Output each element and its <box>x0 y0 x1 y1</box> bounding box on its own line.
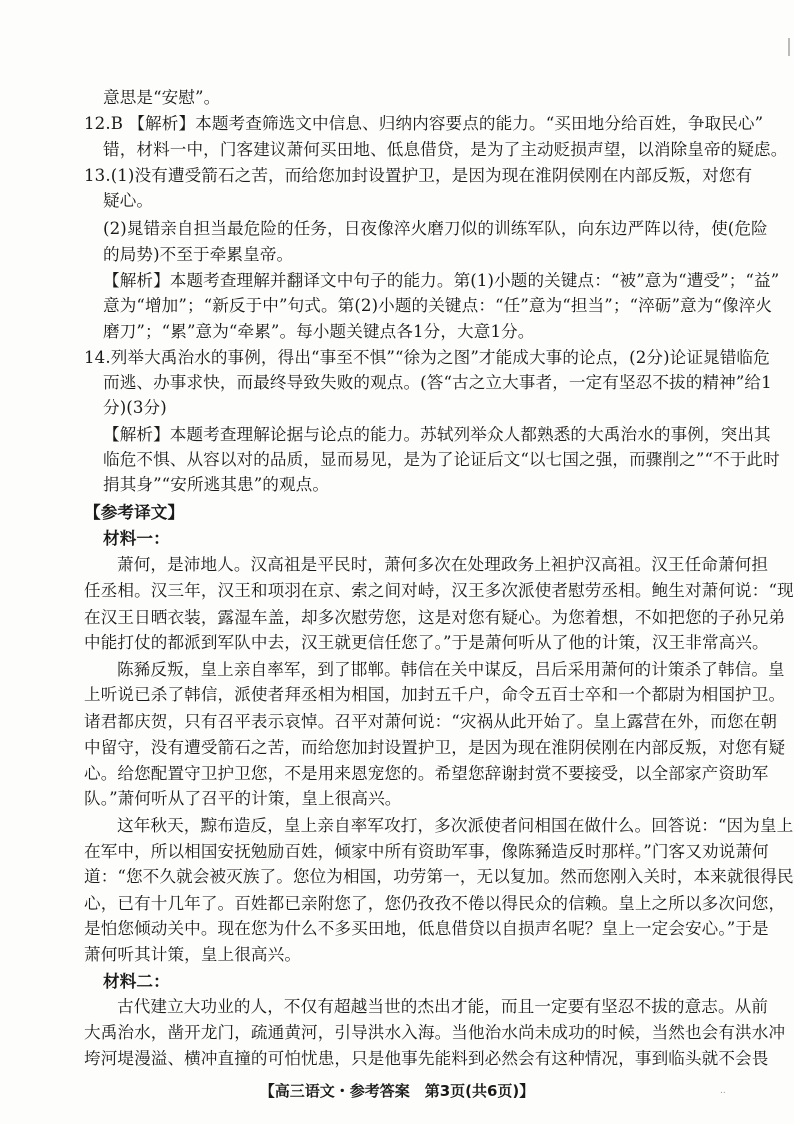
text-line: 【解析】本题考查理解并翻译文中句子的能力。第(1)小题的关键点：“被”意为“遭受”；“益” <box>103 270 780 290</box>
text-line: 【解析】本题考查理解论据与论点的能力。苏轼列举众人都熟悉的大禹治水的事例，突出其 <box>103 424 771 444</box>
text-line: 上听说已杀了韩信，派使者拜丞相为相国，加封五千户，命令五百士卒和一个都尉为相国护卫。 <box>84 685 786 705</box>
text-line: 分)(3分) <box>103 398 167 418</box>
text-line: 心。给您配置守卫护卫您，不是用来恩宠您的。希望您辞谢封赏不要接受，以全部家产资助军 <box>84 764 769 783</box>
text-line: 意为“增加”；“新反于中”句式。第(2)小题的关键点：“任”意为“担当”；“淬砺”意为“像淬火 <box>103 296 773 316</box>
text-line: 临危不惧、从容以对的品质，显而易见，是为了论证后文“以七国之强，而骤削之”“不于此时 <box>103 450 780 469</box>
text-line: 磨刀”；“累”意为“牵累”。每小题关键点各1分，大意1分。 <box>103 321 535 341</box>
text-line: (2)晁错亲自担当最危险的任务，日夜像淬火磨刀似的训练军队，向东边严阵以待，使(危险 <box>103 219 768 239</box>
text-line: 在汉王日晒衣装，露湿车盖，却多次慰劳您，这是对您有疑心。为您着想，不如把您的子孙兄弟 <box>84 607 786 627</box>
text-line: 12.B 【解析】本题考查筛选文中信息、归纳内容要点的能力。“买田地分给百姓，争取民心” <box>84 114 764 134</box>
page-footer: 【高三语文・参考答案 第3页(共6页)】 <box>259 1082 535 1101</box>
text-line: 14.列举大禹治水的事例，得出“事至不惧”“徐为之图”才能成大事的论点，(2分)论证晁错临危 <box>84 347 770 367</box>
text-line: 捐其身”“安所逃其患”的观点。 <box>103 475 330 495</box>
text-line: 在军中，所以相国安抚勉励百姓，倾家中所有资助军事，像陈豨造反时那样。”门客又劝说萧何 <box>84 841 769 861</box>
text-line: 萧何听其计策，皇上很高兴。 <box>84 945 302 964</box>
text-line: 意思是“安慰”。 <box>103 88 221 107</box>
text-line: 的局势)不至于牵累皇帝。 <box>103 244 294 264</box>
text-line: 而逃、办事求快，而最终导致失败的观点。(答“古之立大事者，一定有坚忍不拔的精神”给1 <box>103 373 772 393</box>
corner-tick: .. <box>720 1086 726 1097</box>
text-line: 中留守，没有遭受箭石之苦，而给您加封设置护卫，是因为现在淮阴侯刚在内部反叛，对您有疑 <box>84 737 786 757</box>
text-line: 疑心。 <box>103 191 154 211</box>
text-line: 中能打仗的都派到军队中去，汉王就更信任您了。”于是萧何听从了他的计策，汉王非常高兴。 <box>84 632 769 652</box>
text-line: 队。”萧何听从了召平的计策，皇上很高兴。 <box>84 789 402 809</box>
text-line: 错，材料一中，门客建议萧何买田地、低息借贷，是为了主动贬损声望，以消除皇帝的疑虑。 <box>103 139 788 159</box>
text-line: 古代建立大功业的人，不仅有超越当世的杰出才能，而且一定要有坚忍不拔的意志。从前 <box>117 997 769 1016</box>
text-line: 陈豨反叛，皇上亲自率军，到了邯郸。韩信在关中谋反，吕后采用萧何的计策杀了韩信。皇 <box>117 660 785 679</box>
section-heading-translation: 【参考译文】 <box>84 501 185 522</box>
text-line: 是怕您倾动关中。现在您为什么不多买田地，低息借贷以自损声名呢？皇上一定会安心。”于是 <box>84 918 769 938</box>
text-line: 垮河堤漫溢、横冲直撞的可怕忧患，只是他事先能料到必然会有这种情况，事到临头就不会畏 <box>84 1049 769 1068</box>
text-line: 这年秋天，黥布造反，皇上亲自率军攻打，多次派使者问相国在做什么。回答说：“因为皇上 <box>117 815 794 835</box>
text-line: 任丞相。汉三年，汉王和项羽在京、索之间对峙，汉王多次派使者慰劳丞相。鲍生对萧何说：“现 <box>84 581 794 601</box>
text-line: 心，已有十几年了。百姓都已亲附您了，您仍孜孜不倦以得民众的信赖。皇上之所以多次问您， <box>84 893 786 913</box>
material-two-heading: 材料二： <box>103 971 170 991</box>
text-line: 道：“您不久就会被灭族了。您位为相国，功劳第一，无以复加。然而您刚入关时，本来就很得民 <box>84 867 794 887</box>
scan-edge-mark <box>788 38 790 56</box>
text-line: 大禹治水，凿开龙门，疏通黄河，引导洪水入海。当他治水尚未成功的时候，当然也会有洪水冲 <box>84 1023 786 1042</box>
text-line: 诸君都庆贺，只有召平表示哀悼。召平对萧何说：“灾祸从此开始了。皇上露营在外，而您在朝 <box>84 711 778 731</box>
text-line: 13.(1)没有遭受箭石之苦，而给您加封设置护卫，是因为现在淮阴侯刚在内部反叛，对您有 <box>84 165 753 185</box>
text-line: 萧何，是沛地人。汉高祖是平民时，萧何多次在处理政务上袒护汉高祖。汉王任命萧何担 <box>117 555 769 574</box>
material-one-heading: 材料一： <box>103 527 170 548</box>
